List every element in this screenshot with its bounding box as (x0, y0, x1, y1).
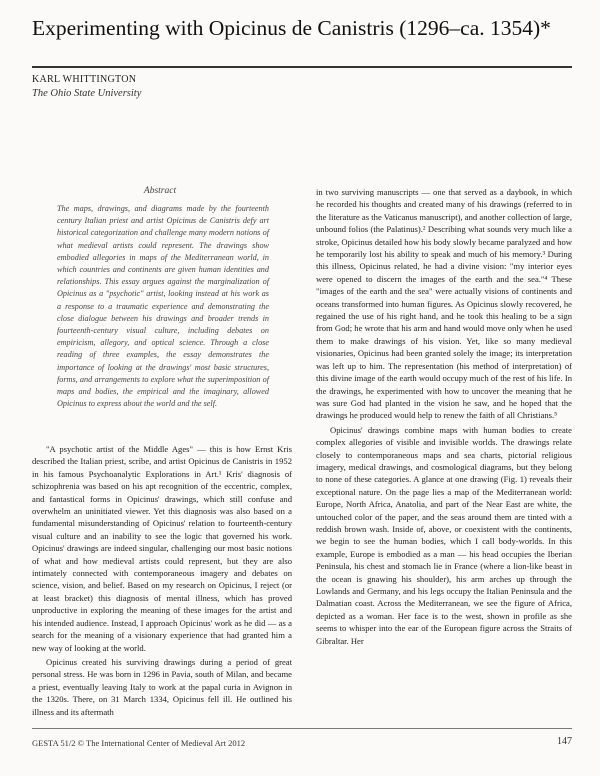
journal-citation: GESTA 51/2 © The International Center of Medieval Art 2012 (32, 738, 246, 748)
article-title: Experimenting with Opicinus de Canistris (1296–ca. 1354)* (32, 16, 551, 40)
body-paragraph: Opicinus created his surviving drawings during a period of great personal stress. He was born in 1296 in Pavia, south of Milan, and became a priest, eventually leaving Italy to work at the papal curia in Avignon in the 1320s. There, on 31 March 1334, Opicinus fell ill. He outlined his illness and its aftermath (32, 656, 292, 717)
abstract-heading: Abstract (143, 186, 177, 196)
abstract-text: The maps, drawings, and diagrams made by the fourteenth century Italian priest and artist Opicinus de Canistris defy art historical categorization and challenge many modern notions of what medieval artists could represent. The drawings show embodied allegories in maps of the Mediterranean world, in which countries and continents are given human identities and relationships. This essay argues against the marginalization of Opicinus as a "psychotic" artist, looking instead at his work as a response to a traumatic experience and demonstrating the close dialogue between his drawings and broader trends in fourteenth-century visual culture, including debates on empiricism, allegory, and optical science. Through a close reading of three examples, the essay demonstrates the importance of looking at the drawings' most basic structures, forms, and arrangements to explore what the superimposition of maps and bodies, the empirical and the imaginary, allowed Opicinus to express about the world and the self. (57, 204, 269, 409)
body-paragraph: "A psychotic artist of the Middle Ages" — this is how Ernst Kris described the Italian priest, scribe, and artist Opicinus de Canistris in 1952 in his famous Psychoanalytic Explorations in Art.¹ Kris' diagnosis of schizophrenia was based on his apt recognition of the eccentric, complex, and fantastical forms in Opicinus' drawings, which still confuse and overwhelm an uninitiated viewer. Yet this diagnosis was also based on a fundamental misunderstanding of Opicinus' relation to fourteenth-century visual culture and an inability to see the logic that governed his work. Opicinus' drawings are indeed singular, challenging our most basic notions of what and how medieval artists could represent, but they are also intimately connected with contemporaneous imagery and debates on science, vision, and belief. Based on my research on Opicinus, I reject (or at least bracket) this diagnosis of mental illness, which has proved unproductive in exploring the meaning of these images for the artist and his intended audience. Instead, I approach Opicinus' work as he did — as a search for the meaning of a visionary experience that had granted him a new way of looking at the world. (32, 444, 292, 653)
body-paragraph: in two surviving manuscripts — one that served as a daybook, in which he recorded his thoughts and created many of his drawings (referred to in the literature as the Vaticanus manuscript), and another collection of large, unbound folios (the Palatinus).² Describing what sounds very much like a stroke, Opicinus detailed how his body slowly became paralyzed and how he temporarily lost his ability to speak and much of his memory.³ During this illness, Opicinus related, he had a divine vision: "my interior eyes were opened to discern the images of the earth and the sea."⁴ These "images of the earth and the sea" were actually visions of continents and oceans transformed into human figures. As Opicinus slowly recovered, he regained the use of his right hand, and he took this healing to be a sign from God; he wrote that his arm and hand would move only when he used them to make drawings of his vision. Yet, like so many medieval visionaries, Opicinus had been granted solely the image; its interpretation was left up to him. The representation (his method of interpretation) of this divine image of the earth would occupy much of the rest of his life. In the drawings, he experimented with how to uncover the meaning that he was sure God had planted in the vision he saw, and he hoped that the drawings he produced would help to renew the faith of all Christians.⁵ (316, 187, 572, 421)
title-rule (32, 66, 572, 68)
body-column-right (316, 186, 572, 647)
footer-rule (32, 728, 572, 729)
author-name: KARL WHITTINGTON (32, 74, 137, 85)
body-paragraph: Opicinus' drawings combine maps with human bodies to create complex allegories of visible and invisible worlds. The drawings relate closely to contemporaneous maps and sea charts, pictorial religious imagery, medical drawings, and cosmological diagrams, but they belong to none of these categories. A glance at one drawing (Fig. 1) reveals their exceptional nature. On the page lies a map of the Mediterranean world: Europe, North Africa, Anatolia, and part of the Near East are white, the untouched color of the paper, and the seas around them are tinted with a reddish brown wash. Inside of, above, or coexistent with the continents, we begin to see the human bodies, which I call body-worlds. In this example, Europe is embodied as a man — his head occupies the Iberian Peninsula, his chest and stomach lie in France (where a lion-like beast in the ocean is gnawing his shoulder), his arm arches up through the Lowlands and Germany, and his legs occupy the Italian Peninsula and the Dalmatian coast. Across the Mediterranean, we see the figure of Africa, depicted as a woman. Her face is to the west, shown in profile as she seems to whisper into the ear of the European figure across the Straits of Gibraltar. Her (316, 424, 572, 646)
page-number: 147 (557, 736, 572, 747)
body-column-left (32, 443, 292, 718)
author-affiliation: The Ohio State University (32, 88, 142, 99)
